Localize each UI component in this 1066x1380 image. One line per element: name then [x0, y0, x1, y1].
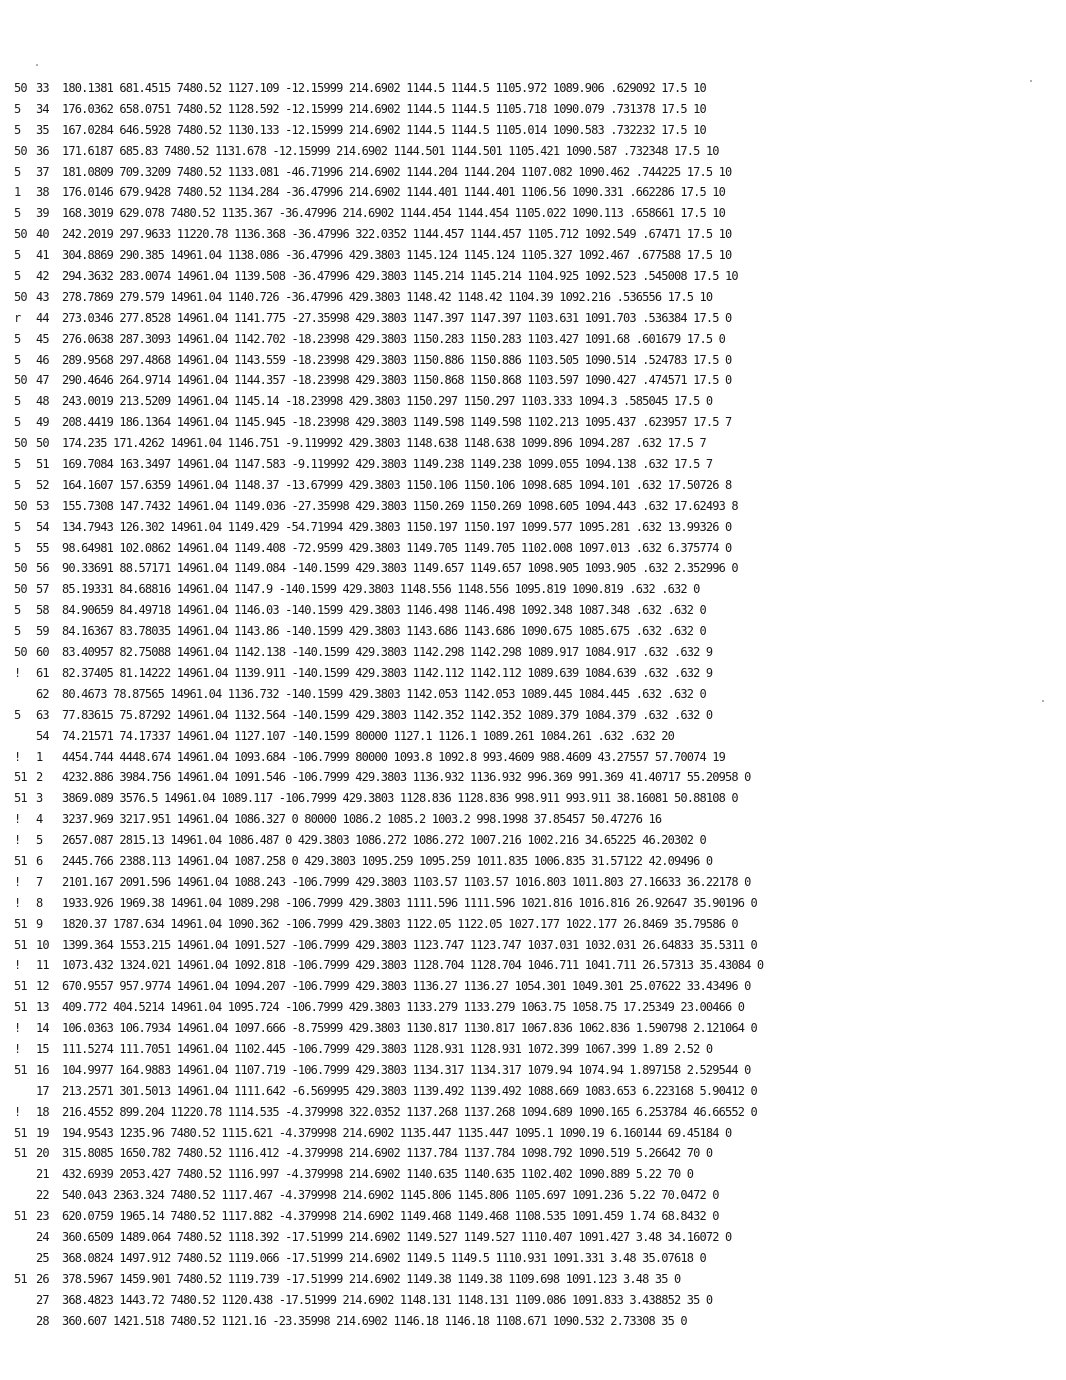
row-values: 164.1607 157.6359 14961.04 1148.37 -13.67999 429.3803 1150.106 1150.106 1098.685 1094.101 .632 17.50726 8 — [62, 477, 732, 492]
row-index: 48 — [36, 394, 49, 409]
table-row — [14, 767, 1054, 788]
margin-mark: 5 — [14, 248, 21, 263]
row-index: 25 — [36, 1250, 49, 1265]
table-row — [14, 391, 1054, 412]
table-row — [14, 726, 1054, 747]
margin-mark: 50 — [14, 373, 27, 388]
table-row — [14, 788, 1054, 809]
row-index: 53 — [36, 498, 49, 513]
row-values: 4232.886 3984.756 14961.04 1091.546 -106.7999 429.3803 1136.932 1136.932 996.369 991.369 41.40717 55.20958 0 — [62, 770, 751, 785]
margin-mark: 50 — [14, 561, 27, 576]
table-row — [14, 1290, 1054, 1311]
margin-mark: 5 — [14, 457, 21, 472]
row-values: 409.772 404.5214 14961.04 1095.724 -106.7999 429.3803 1133.279 1133.279 1063.75 1058.75 17.25349 23.00466 0 — [62, 1000, 745, 1015]
row-index: 8 — [36, 895, 43, 910]
row-values: 169.7084 163.3497 14961.04 1147.583 -9.119992 429.3803 1149.238 1149.238 1099.055 1094.138 .632 17.5 7 — [62, 457, 713, 472]
table-row — [14, 99, 1054, 120]
row-index: 52 — [36, 477, 49, 492]
table-row — [14, 1102, 1054, 1123]
row-values: 2657.087 2815.13 14961.04 1086.487 0 429.3803 1086.272 1086.272 1007.216 1002.216 34.65225 46.20302 0 — [62, 833, 706, 848]
table-row — [14, 1081, 1054, 1102]
row-values: 155.7308 147.7432 14961.04 1149.036 -27.35998 429.3803 1150.269 1150.269 1098.605 1094.443 .632 17.62493 8 — [62, 498, 738, 513]
row-index: 3 — [36, 791, 43, 806]
margin-mark: 5 — [14, 352, 21, 367]
margin-mark: 5 — [14, 603, 21, 618]
row-index: 51 — [36, 457, 49, 472]
row-index: 11 — [36, 958, 49, 973]
table-row — [14, 663, 1054, 684]
margin-mark: ! — [14, 1104, 21, 1119]
table-row — [14, 538, 1054, 559]
row-values: 3237.969 3217.951 14961.04 1086.327 0 80000 1086.2 1085.2 1003.2 998.1998 37.85457 50.47276 16 — [62, 812, 662, 827]
row-values: 368.0824 1497.912 7480.52 1119.066 -17.51999 214.6902 1149.5 1149.5 1110.931 1091.331 3.48 35.07618 0 — [62, 1250, 706, 1265]
row-values: 176.0362 658.0751 7480.52 1128.592 -12.15999 214.6902 1144.5 1144.5 1105.718 1090.079 .731378 17.5 10 — [62, 101, 706, 116]
table-row — [14, 1269, 1054, 1290]
table-row — [14, 454, 1054, 475]
row-index: 5 — [36, 833, 43, 848]
row-values: 134.7943 126.302 14961.04 1149.429 -54.71994 429.3803 1150.197 1150.197 1099.577 1095.281 .632 13.99326 0 — [62, 519, 732, 534]
margin-mark: ! — [14, 833, 21, 848]
table-row — [14, 266, 1054, 287]
row-index: 22 — [36, 1188, 49, 1203]
table-row — [14, 1143, 1054, 1164]
table-row — [14, 914, 1054, 935]
row-index: 27 — [36, 1292, 49, 1307]
table-row — [14, 433, 1054, 454]
data-table — [14, 78, 1054, 1331]
row-index: 44 — [36, 310, 49, 325]
row-index: 58 — [36, 603, 49, 618]
row-values: 276.0638 287.3093 14961.04 1142.702 -18.23998 429.3803 1150.283 1150.283 1103.427 1091.68 .601679 17.5 0 — [62, 331, 725, 346]
margin-mark: ! — [14, 874, 21, 889]
row-values: 98.64981 102.0862 14961.04 1149.408 -72.9599 429.3803 1149.705 1149.705 1102.008 1097.013 .632 6.375774 0 — [62, 540, 732, 555]
row-index: 46 — [36, 352, 49, 367]
row-index: 33 — [36, 81, 49, 95]
table-row — [14, 1311, 1054, 1332]
row-index: 60 — [36, 645, 49, 660]
row-index: 56 — [36, 561, 49, 576]
row-values: 1073.432 1324.021 14961.04 1092.818 -106.7999 429.3803 1128.704 1128.704 1046.711 1041.711 26.57313 35.43084 0 — [62, 958, 764, 973]
table-row — [14, 684, 1054, 705]
table-row — [14, 120, 1054, 141]
row-index: 23 — [36, 1209, 49, 1224]
table-row — [14, 579, 1054, 600]
table-row — [14, 1227, 1054, 1248]
row-index: 9 — [36, 916, 43, 931]
row-index: 18 — [36, 1104, 49, 1119]
margin-mark: ! — [14, 895, 21, 910]
row-index: 26 — [36, 1271, 49, 1286]
table-row — [14, 809, 1054, 830]
margin-mark: 5 — [14, 394, 21, 409]
margin-mark: 50 — [14, 498, 27, 513]
row-values: 432.6939 2053.427 7480.52 1116.997 -4.379998 214.6902 1140.635 1140.635 1102.402 1090.889 5.22 70 0 — [62, 1167, 694, 1182]
row-index: 61 — [36, 665, 49, 680]
margin-mark: 51 — [14, 1271, 27, 1286]
row-values: 3869.089 3576.5 14961.04 1089.117 -106.7999 429.3803 1128.836 1128.836 998.911 993.911 38.16081 50.88108 0 — [62, 791, 738, 806]
margin-mark: 5 — [14, 164, 21, 179]
table-row — [14, 705, 1054, 726]
row-index: 40 — [36, 227, 49, 242]
margin-mark: 51 — [14, 791, 27, 806]
row-values: 111.5274 111.7051 14961.04 1102.445 -106.7999 429.3803 1128.931 1128.931 1072.399 1067.399 1.89 2.52 0 — [62, 1041, 713, 1056]
margin-mark: 1 — [14, 185, 21, 200]
margin-mark: 5 — [14, 624, 21, 639]
row-values: 2101.167 2091.596 14961.04 1088.243 -106.7999 429.3803 1103.57 1103.57 1016.803 1011.803 27.16633 36.22178 0 — [62, 874, 751, 889]
row-values: 315.8085 1650.782 7480.52 1116.412 -4.379998 214.6902 1137.784 1137.784 1098.792 1090.519 5.26642 70 0 — [62, 1146, 713, 1161]
table-row — [14, 1248, 1054, 1269]
margin-mark: ! — [14, 1041, 21, 1056]
margin-mark: 51 — [14, 916, 27, 931]
row-values: 273.0346 277.8528 14961.04 1141.775 -27.35998 429.3803 1147.397 1147.397 1103.631 1091.703 .536384 17.5 0 — [62, 310, 732, 325]
margin-mark: 50 — [14, 227, 27, 242]
row-index: 21 — [36, 1167, 49, 1182]
table-row — [14, 851, 1054, 872]
table-row — [14, 747, 1054, 768]
margin-mark: 51 — [14, 1209, 27, 1224]
table-row — [14, 976, 1054, 997]
row-index: 12 — [36, 979, 49, 994]
row-index: 54 — [36, 519, 49, 534]
margin-mark: 51 — [14, 1062, 27, 1077]
row-values: 1820.37 1787.634 14961.04 1090.362 -106.7999 429.3803 1122.05 1122.05 1027.177 1022.177 26.8469 35.79586 0 — [62, 916, 738, 931]
row-index: 19 — [36, 1125, 49, 1140]
margin-mark: ! — [14, 812, 21, 827]
table-row — [14, 475, 1054, 496]
table-row — [14, 997, 1054, 1018]
row-index: 55 — [36, 540, 49, 555]
row-values: 243.0019 213.5209 14961.04 1145.14 -18.23998 429.3803 1150.297 1150.297 1103.333 1094.3 .585045 17.5 0 — [62, 394, 713, 409]
row-values: 304.8869 290.385 14961.04 1138.086 -36.47996 429.3803 1145.124 1145.124 1105.327 1092.467 .677588 17.5 10 — [62, 248, 732, 263]
row-index: 50 — [36, 436, 49, 451]
table-row — [14, 935, 1054, 956]
row-values: 106.0363 106.7934 14961.04 1097.666 -8.75999 429.3803 1130.817 1130.817 1067.836 1062.836 1.590798 2.121064 0 — [62, 1021, 757, 1036]
margin-mark: 5 — [14, 331, 21, 346]
table-row — [14, 1018, 1054, 1039]
table-row — [14, 78, 1054, 99]
table-row — [14, 329, 1054, 350]
margin-mark: 51 — [14, 979, 27, 994]
margin-mark: 50 — [14, 582, 27, 597]
row-values: 360.6509 1489.064 7480.52 1118.392 -17.51999 214.6902 1149.527 1149.527 1110.407 1091.427 3.48 34.16072 0 — [62, 1229, 732, 1244]
row-index: 59 — [36, 624, 49, 639]
row-values: 80.4673 78.87565 14961.04 1136.732 -140.1599 429.3803 1142.053 1142.053 1089.445 1084.445 .632 .632 0 — [62, 686, 706, 701]
table-row — [14, 245, 1054, 266]
margin-mark: 51 — [14, 1146, 27, 1161]
table-row — [14, 141, 1054, 162]
row-index: 63 — [36, 707, 49, 722]
row-index: 7 — [36, 874, 43, 889]
row-index: 10 — [36, 937, 49, 952]
row-values: 85.19331 84.68816 14961.04 1147.9 -140.1599 429.3803 1148.556 1148.556 1095.819 1090.819 .632 .632 0 — [62, 582, 700, 597]
row-values: 216.4552 899.204 11220.78 1114.535 -4.379998 322.0352 1137.268 1137.268 1094.689 1090.165 6.253784 46.66552 0 — [62, 1104, 757, 1119]
margin-mark: ! — [14, 665, 21, 680]
row-values: 194.9543 1235.96 7480.52 1115.621 -4.379998 214.6902 1135.447 1135.447 1095.1 1090.19 6.160144 69.45184 0 — [62, 1125, 732, 1140]
row-values: 620.0759 1965.14 7480.52 1117.882 -4.379998 214.6902 1149.468 1149.468 1108.535 1091.459 1.74 68.8432 0 — [62, 1209, 719, 1224]
margin-mark: 5 — [14, 540, 21, 555]
table-row — [14, 370, 1054, 391]
table-row — [14, 1206, 1054, 1227]
row-values: 4454.744 4448.674 14961.04 1093.684 -106.7999 80000 1093.8 1092.8 993.4609 988.4609 43.27557 57.70074 19 — [62, 749, 725, 764]
row-index: 1 — [36, 749, 43, 764]
margin-mark: 5 — [14, 101, 21, 116]
margin-mark: 5 — [14, 415, 21, 430]
row-index: 6 — [36, 853, 43, 868]
row-index: 42 — [36, 269, 49, 284]
row-values: 540.043 2363.324 7480.52 1117.467 -4.379998 214.6902 1145.806 1145.806 1105.697 1091.236 5.22 70.0472 0 — [62, 1188, 719, 1203]
row-index: 43 — [36, 289, 49, 304]
row-index: 28 — [36, 1313, 49, 1328]
row-index: 38 — [36, 185, 49, 200]
row-values: 176.0146 679.9428 7480.52 1134.284 -36.47996 214.6902 1144.401 1144.401 1106.56 1090.331 .662286 17.5 10 — [62, 185, 725, 200]
row-values: 289.9568 297.4868 14961.04 1143.559 -18.23998 429.3803 1150.886 1150.886 1103.505 1090.514 .524783 17.5 0 — [62, 352, 732, 367]
row-values: 82.37405 81.14222 14961.04 1139.911 -140.1599 429.3803 1142.112 1142.112 1089.639 1084.639 .632 .632 9 — [62, 665, 713, 680]
row-values: 1399.364 1553.215 14961.04 1091.527 -106.7999 429.3803 1123.747 1123.747 1037.031 1032.031 26.64833 35.5311 0 — [62, 937, 757, 952]
margin-mark: r — [14, 310, 21, 325]
row-values: 83.40957 82.75088 14961.04 1142.138 -140.1599 429.3803 1142.298 1142.298 1089.917 1084.917 .632 .632 9 — [62, 645, 713, 660]
table-row — [14, 830, 1054, 851]
margin-mark: 51 — [14, 853, 27, 868]
row-index: 13 — [36, 1000, 49, 1015]
row-index: 36 — [36, 143, 49, 158]
row-values: 171.6187 685.83 7480.52 1131.678 -12.15999 214.6902 1144.501 1144.501 1105.421 1090.587 .732348 17.5 10 — [62, 143, 719, 158]
row-index: 15 — [36, 1041, 49, 1056]
scan-speck — [1042, 700, 1044, 702]
table-row — [14, 308, 1054, 329]
row-values: 168.3019 629.078 7480.52 1135.367 -36.47996 214.6902 1144.454 1144.454 1105.022 1090.113 .658661 17.5 10 — [62, 206, 725, 221]
margin-mark: ! — [14, 1021, 21, 1036]
table-row — [14, 224, 1054, 245]
row-values: 180.1381 681.4515 7480.52 1127.109 -12.15999 214.6902 1144.5 1144.5 1105.972 1089.906 .629092 17.5 10 — [62, 81, 706, 95]
row-index: 14 — [36, 1021, 49, 1036]
margin-mark: 5 — [14, 206, 21, 221]
margin-mark: ! — [14, 958, 21, 973]
margin-mark: 51 — [14, 937, 27, 952]
row-index: 4 — [36, 812, 43, 827]
table-row — [14, 1185, 1054, 1206]
row-values: 208.4419 186.1364 14961.04 1145.945 -18.23998 429.3803 1149.598 1149.598 1102.213 1095.437 .623957 17.5 7 — [62, 415, 732, 430]
scan-speck — [1030, 80, 1032, 82]
margin-mark: 51 — [14, 1000, 27, 1015]
row-values: 213.2571 301.5013 14961.04 1111.642 -6.569995 429.3803 1139.492 1139.492 1088.669 1083.653 6.223168 5.90412 0 — [62, 1083, 757, 1098]
table-row — [14, 412, 1054, 433]
row-values: 167.0284 646.5928 7480.52 1130.133 -12.15999 214.6902 1144.5 1144.5 1105.014 1090.583 .732232 17.5 10 — [62, 122, 706, 137]
table-row — [14, 955, 1054, 976]
margin-mark: 50 — [14, 289, 27, 304]
table-row — [14, 182, 1054, 203]
row-values: 74.21571 74.17337 14961.04 1127.107 -140.1599 80000 1127.1 1126.1 1089.261 1084.261 .632 .632 20 — [62, 728, 674, 743]
row-index: 37 — [36, 164, 49, 179]
row-values: 1933.926 1969.38 14961.04 1089.298 -106.7999 429.3803 1111.596 1111.596 1021.816 1016.816 26.92647 35.90196 0 — [62, 895, 757, 910]
margin-mark: 5 — [14, 122, 21, 137]
table-row — [14, 621, 1054, 642]
table-row — [14, 1060, 1054, 1081]
row-values: 242.2019 297.9633 11220.78 1136.368 -36.47996 322.0352 1144.457 1144.457 1105.712 1092.549 .67471 17.5 10 — [62, 227, 732, 242]
margin-mark: 50 — [14, 645, 27, 660]
margin-mark: 5 — [14, 269, 21, 284]
table-row — [14, 1039, 1054, 1060]
margin-mark: ! — [14, 749, 21, 764]
row-index: 34 — [36, 101, 49, 116]
row-index: 20 — [36, 1146, 49, 1161]
margin-mark: 50 — [14, 81, 27, 95]
table-row — [14, 558, 1054, 579]
row-index: 17 — [36, 1083, 49, 1098]
row-values: 670.9557 957.9774 14961.04 1094.207 -106.7999 429.3803 1136.27 1136.27 1054.301 1049.301 25.07622 33.43496 0 — [62, 979, 751, 994]
row-index: 45 — [36, 331, 49, 346]
row-index: 16 — [36, 1062, 49, 1077]
row-values: 290.4646 264.9714 14961.04 1144.357 -18.23998 429.3803 1150.868 1150.868 1103.597 1090.427 .474571 17.5 0 — [62, 373, 732, 388]
table-row — [14, 893, 1054, 914]
row-values: 2445.766 2388.113 14961.04 1087.258 0 429.3803 1095.259 1095.259 1011.835 1006.835 31.57122 42.09496 0 — [62, 853, 713, 868]
margin-mark: 5 — [14, 519, 21, 534]
row-index: 54 — [36, 728, 49, 743]
table-row — [14, 287, 1054, 308]
table-row — [14, 162, 1054, 183]
table-row — [14, 872, 1054, 893]
margin-mark: 5 — [14, 477, 21, 492]
row-index: 39 — [36, 206, 49, 221]
margin-mark: 5 — [14, 707, 21, 722]
scan-speck — [36, 64, 38, 66]
row-index: 57 — [36, 582, 49, 597]
table-row — [14, 642, 1054, 663]
row-index: 35 — [36, 122, 49, 137]
row-values: 360.607 1421.518 7480.52 1121.16 -23.35998 214.6902 1146.18 1146.18 1108.671 1090.532 2.73308 35 0 — [62, 1313, 687, 1328]
table-row — [14, 517, 1054, 538]
row-index: 62 — [36, 686, 49, 701]
row-values: 90.33691 88.57171 14961.04 1149.084 -140.1599 429.3803 1149.657 1149.657 1098.905 1093.905 .632 2.352996 0 — [62, 561, 738, 576]
row-index: 41 — [36, 248, 49, 263]
table-row — [14, 203, 1054, 224]
row-index: 24 — [36, 1229, 49, 1244]
row-values: 378.5967 1459.901 7480.52 1119.739 -17.51999 214.6902 1149.38 1149.38 1109.698 1091.123 3.48 35 0 — [62, 1271, 681, 1286]
margin-mark: 51 — [14, 1125, 27, 1140]
row-index: 2 — [36, 770, 43, 785]
row-index: 47 — [36, 373, 49, 388]
margin-mark: 51 — [14, 770, 27, 785]
table-row — [14, 600, 1054, 621]
row-index: 49 — [36, 415, 49, 430]
row-values: 294.3632 283.0074 14961.04 1139.508 -36.47996 429.3803 1145.214 1145.214 1104.925 1092.523 .545008 17.5 10 — [62, 269, 738, 284]
table-row — [14, 496, 1054, 517]
row-values: 174.235 171.4262 14961.04 1146.751 -9.119992 429.3803 1148.638 1148.638 1099.896 1094.287 .632 17.5 7 — [62, 436, 706, 451]
margin-mark: 50 — [14, 143, 27, 158]
table-row — [14, 350, 1054, 371]
table-row — [14, 1123, 1054, 1144]
row-values: 77.83615 75.87292 14961.04 1132.564 -140.1599 429.3803 1142.352 1142.352 1089.379 1084.379 .632 .632 0 — [62, 707, 713, 722]
row-values: 368.4823 1443.72 7480.52 1120.438 -17.51999 214.6902 1148.131 1148.131 1109.086 1091.833 3.438852 35 0 — [62, 1292, 713, 1307]
margin-mark: 50 — [14, 436, 27, 451]
row-values: 278.7869 279.579 14961.04 1140.726 -36.47996 429.3803 1148.42 1148.42 1104.39 1092.216 .536556 17.5 10 — [62, 289, 713, 304]
row-values: 181.0809 709.3209 7480.52 1133.081 -46.71996 214.6902 1144.204 1144.204 1107.082 1090.462 .744225 17.5 10 — [62, 164, 732, 179]
row-values: 84.16367 83.78035 14961.04 1143.86 -140.1599 429.3803 1143.686 1143.686 1090.675 1085.675 .632 .632 0 — [62, 624, 706, 639]
table-row — [14, 1164, 1054, 1185]
row-values: 104.9977 164.9883 14961.04 1107.719 -106.7999 429.3803 1134.317 1134.317 1079.94 1074.94 1.897158 2.529544 0 — [62, 1062, 751, 1077]
row-values: 84.90659 84.49718 14961.04 1146.03 -140.1599 429.3803 1146.498 1146.498 1092.348 1087.348 .632 .632 0 — [62, 603, 706, 618]
